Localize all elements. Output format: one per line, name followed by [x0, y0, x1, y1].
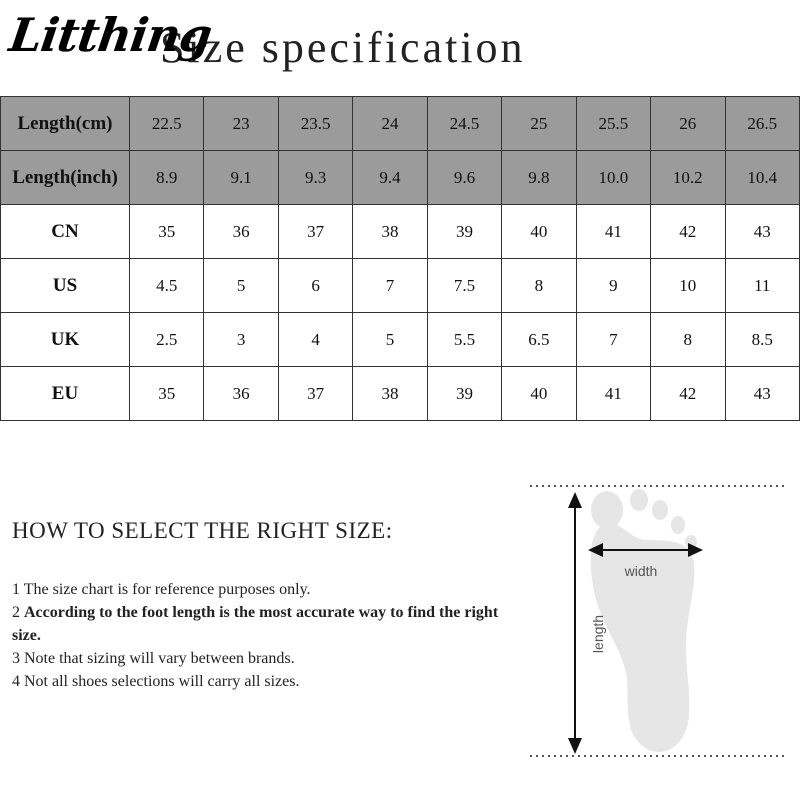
size-cell: 7: [576, 313, 650, 367]
instruction-item-3: [12, 647, 512, 670]
size-cell: 42: [651, 205, 725, 259]
size-cell: 7: [353, 259, 427, 313]
instruction-text: Note that sizing will vary between brands.: [24, 650, 295, 667]
row-header: UK: [1, 313, 130, 367]
size-cell: 39: [427, 367, 501, 421]
instruction-text: Not all shoes selections will carry all sizes.: [24, 673, 300, 690]
size-cell: 6.5: [502, 313, 576, 367]
size-cell: 43: [725, 367, 800, 421]
instruction-item-2: [12, 601, 512, 647]
instruction-number: 4: [12, 673, 20, 690]
instruction-number: 3: [12, 650, 20, 667]
size-cell: 8: [651, 313, 725, 367]
row-header: US: [1, 259, 130, 313]
size-row-length-cm: [1, 97, 800, 151]
size-cell: 9: [576, 259, 650, 313]
width-label: width: [624, 563, 658, 579]
size-cell: 37: [278, 205, 352, 259]
size-cell: 39: [427, 205, 501, 259]
size-row-cn: [1, 205, 800, 259]
size-cell: 10.2: [651, 151, 725, 205]
size-cell: 24: [353, 97, 427, 151]
size-cell: 9.8: [502, 151, 576, 205]
length-arrow: [568, 492, 582, 754]
size-cell: 41: [576, 367, 650, 421]
size-cell: 5.5: [427, 313, 501, 367]
instructions-section: [12, 518, 512, 693]
size-cell: 9.1: [204, 151, 278, 205]
instruction-item-4: [12, 670, 512, 693]
size-cell: 41: [576, 205, 650, 259]
row-header: Length(inch): [1, 151, 130, 205]
instruction-number: 2: [12, 604, 20, 621]
page-title: Size specification: [160, 23, 526, 72]
size-cell: 43: [725, 205, 800, 259]
size-cell: 5: [204, 259, 278, 313]
size-cell: 36: [204, 367, 278, 421]
size-cell: 24.5: [427, 97, 501, 151]
instructions-title: HOW TO SELECT THE RIGHT SIZE:: [12, 518, 393, 543]
size-cell: 10.0: [576, 151, 650, 205]
size-cell: 25.5: [576, 97, 650, 151]
size-row-eu: [1, 367, 800, 421]
size-cell: 5: [353, 313, 427, 367]
size-cell: 3: [204, 313, 278, 367]
size-cell: 7.5: [427, 259, 501, 313]
size-cell: 37: [278, 367, 352, 421]
size-row-uk: [1, 313, 800, 367]
size-cell: 6: [278, 259, 352, 313]
brand-logo: Litthing: [6, 8, 215, 62]
size-cell: 10: [651, 259, 725, 313]
size-cell: 11: [725, 259, 800, 313]
size-cell: 40: [502, 205, 576, 259]
size-row-length-inch: [1, 151, 800, 205]
size-cell: 35: [130, 367, 204, 421]
size-cell: 23.5: [278, 97, 352, 151]
size-cell: 38: [353, 205, 427, 259]
size-cell: 8.5: [725, 313, 800, 367]
size-cell: 26: [651, 97, 725, 151]
size-cell: 22.5: [130, 97, 204, 151]
size-cell: 9.6: [427, 151, 501, 205]
size-cell: 35: [130, 205, 204, 259]
row-header: Length(cm): [1, 97, 130, 151]
size-cell: 40: [502, 367, 576, 421]
header: [0, 0, 800, 95]
size-row-us: [1, 259, 800, 313]
size-cell: 26.5: [725, 97, 800, 151]
instruction-text: According to the foot length is the most accurate way to find the right size.: [12, 604, 499, 644]
length-label: length: [590, 614, 606, 654]
foot-icon: [591, 489, 697, 752]
size-cell: 23: [204, 97, 278, 151]
row-header: CN: [1, 205, 130, 259]
size-cell: 9.4: [353, 151, 427, 205]
size-cell: 36: [204, 205, 278, 259]
size-cell: 4.5: [130, 259, 204, 313]
size-cell: 8.9: [130, 151, 204, 205]
size-cell: 8: [502, 259, 576, 313]
instruction-item-1: [12, 578, 512, 601]
size-cell: 2.5: [130, 313, 204, 367]
size-cell: 25: [502, 97, 576, 151]
foot-measurement-diagram: [525, 478, 795, 768]
size-cell: 38: [353, 367, 427, 421]
instruction-text: The size chart is for reference purposes only.: [23, 581, 311, 598]
row-header: EU: [1, 367, 130, 421]
size-cell: 4: [278, 313, 352, 367]
instruction-number: 1: [12, 581, 20, 598]
size-cell: 9.3: [278, 151, 352, 205]
size-chart-table: [0, 96, 800, 421]
size-cell: 42: [651, 367, 725, 421]
size-cell: 10.4: [725, 151, 800, 205]
